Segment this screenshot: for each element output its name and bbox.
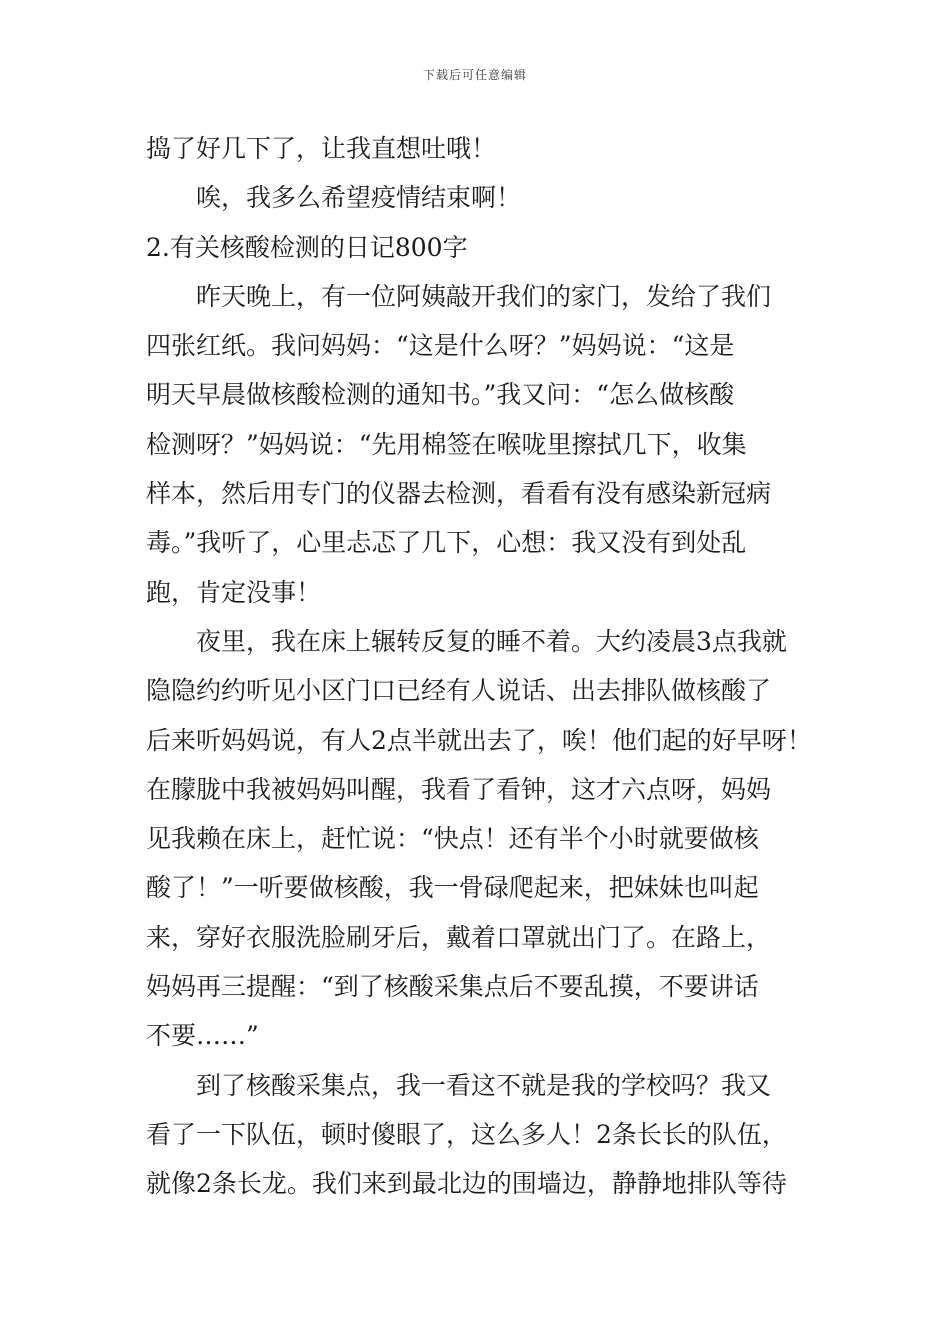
text-line: 在朦胧中我被妈妈叫醒，我看了看钟，这才六点呀，妈妈 bbox=[146, 774, 772, 804]
text-line: 见我赖在床上，赶忙说：“快点！还有半个小时就要做核 bbox=[146, 824, 759, 854]
text-line: 不要……” bbox=[146, 1021, 259, 1051]
text-line: 跑，肯定没事！ bbox=[146, 577, 322, 607]
section-heading: 2.有关核酸检测的日记800字 bbox=[146, 232, 468, 262]
text-line: 就像2条长龙。我们来到最北边的围墙边，静静地排队等待 bbox=[146, 1169, 787, 1199]
text-line: 检测呀？”妈妈说：“先用棉签在喉咙里擦拭几下，收集 bbox=[146, 429, 747, 459]
text-line: 明天早晨做核酸检测的通知书。”我又问：“怎么做核酸 bbox=[146, 380, 735, 410]
text-line: 酸了！”一听要做核酸，我一骨碌爬起来，把妹妹也叫起 bbox=[146, 873, 759, 903]
text-line: 唉，我多么希望疫情结束啊！ bbox=[196, 183, 522, 213]
text-line: 来，穿好衣服洗脸刷牙后，戴着口罩就出门了。在路上， bbox=[146, 922, 772, 952]
text-line: 昨天晚上，有一位阿姨敲开我们的家门，发给了我们 bbox=[196, 281, 772, 311]
text-line: 夜里，我在床上辗转反复的睡不着。大约凌晨3点我就 bbox=[196, 626, 787, 656]
text-line: 四张红纸。我问妈妈：“这是什么呀？”妈妈说：“这是 bbox=[146, 331, 735, 361]
text-line: 后来听妈妈说，有人2点半就出去了，唉！他们起的好早呀！ bbox=[146, 725, 812, 755]
text-line: 妈妈再三提醒：“到了核酸采集点后不要乱摸，不要讲话 bbox=[146, 972, 759, 1002]
page-header: 下载后可任意编辑 bbox=[422, 68, 527, 82]
text-line: 捣了好几下了，让我直想吐哦！ bbox=[146, 134, 497, 163]
text-line: 隐隐约约听见小区门口已经有人说话、出去排队做核酸了 bbox=[146, 676, 772, 706]
text-line: 样本，然后用专门的仪器去检测，看看有没有感染新冠病 bbox=[146, 479, 772, 509]
text-line: 到了核酸采集点，我一看这不就是我的学校吗？我又 bbox=[196, 1070, 772, 1100]
text-line: 看了一下队伍，顿时傻眼了，这么多人！2条长长的队伍， bbox=[146, 1119, 787, 1149]
document-body bbox=[146, 124, 832, 1209]
text-line: 毒。”我听了，心里忐忑了几下，心想：我又没有到处乱 bbox=[146, 528, 747, 558]
